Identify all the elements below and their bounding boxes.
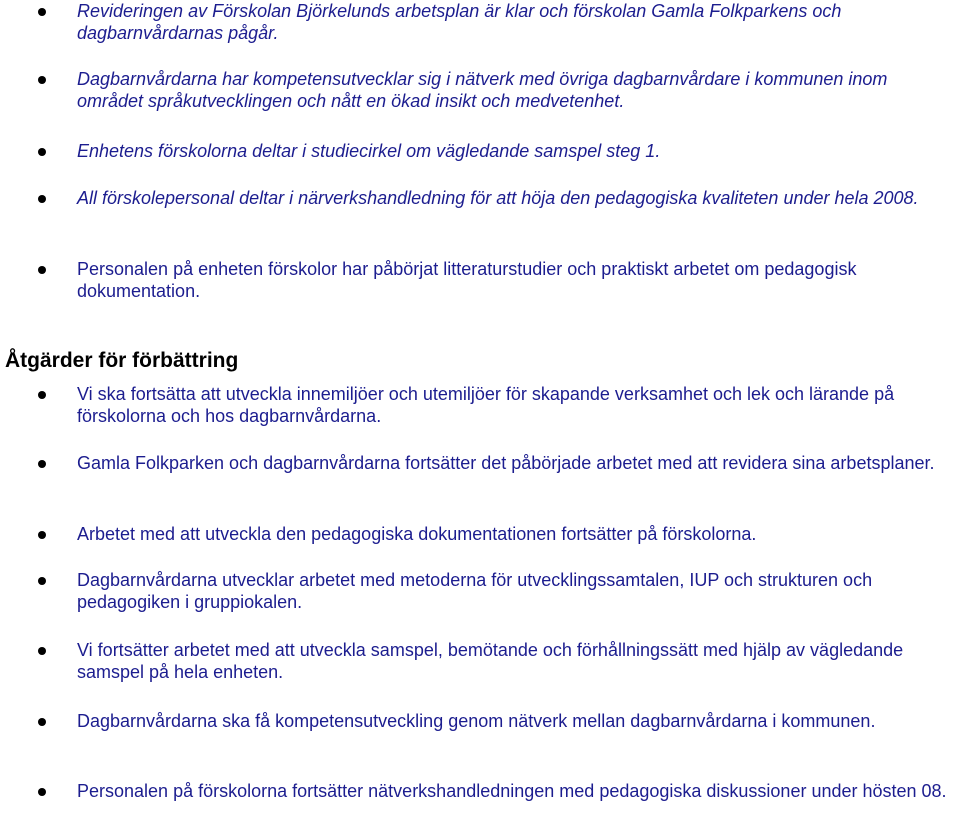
list-item-text: Dagbarnvårdarna utvecklar arbetet med metoderna för utvecklingssamtalen, IUP och strukturen och pedagogiken i gruppiokalen. (77, 570, 873, 612)
list-item-text: Vi fortsätter arbetet med att utveckla samspel, bemötande och förhållningssätt med hjälp av vägledande samspel på hela enheten. (77, 640, 904, 682)
list-item-text: Gamla Folkparken och dagbarnvårdarna fortsätter det påbörjade arbetet med att revidera sina arbetsplaner. (77, 453, 935, 473)
bullet-icon (38, 391, 46, 399)
list-item-text: Personalen på förskolorna fortsätter nätverkshandledningen med pedagogiska diskussioner under hösten 08. (77, 781, 947, 801)
list-item-text: Arbetet med att utveckla den pedagogiska dokumentationen fortsätter på förskolorna. (77, 524, 757, 544)
list-item-text: Vi ska fortsätta att utveckla innemiljöer och utemiljöer för skapande verksamhet och lek och lärande på förskolorna och hos dagbarnvårdarna. (77, 384, 895, 426)
list-item-text: Dagbarnvårdarna har kompetensutvecklar sig i nätverk med övriga dagbarnvårdare i kommunen inom området språkutvecklingen och nått en ökad insikt och medvetenhet. (77, 69, 888, 111)
bullet-icon (38, 195, 46, 203)
bullet-icon (38, 460, 46, 468)
list-item-text: Enhetens förskolorna deltar i studiecirkel om vägledande samspel steg 1. (77, 141, 661, 161)
list-item-text: Dagbarnvårdarna ska få kompetensutveckling genom nätverk mellan dagbarnvårdarna i kommunen. (77, 711, 876, 731)
section-heading: Åtgärder för förbättring (5, 349, 239, 372)
bullet-icon (38, 647, 46, 655)
bullet-icon (38, 148, 46, 156)
bullet-icon (38, 531, 46, 539)
list-item-text: All förskolepersonal deltar i närverkshandledning för att höja den pedagogiska kvaliteten under hela 2008. (77, 188, 919, 208)
bullet-icon (38, 76, 46, 84)
bullet-icon (38, 266, 46, 274)
bullet-icon (38, 718, 46, 726)
list-item-text: Personalen på enheten förskolor har påbörjat litteraturstudier och praktiskt arbetet om pedagogisk dokumentation. (77, 259, 857, 301)
bullet-icon (38, 8, 46, 16)
list-item-text: Revideringen av Förskolan Björkelunds arbetsplan är klar och förskolan Gamla Folkparkens och dagbarnvårdarnas pågår. (77, 1, 842, 43)
bullet-icon (38, 577, 46, 585)
bullet-icon (38, 788, 46, 796)
